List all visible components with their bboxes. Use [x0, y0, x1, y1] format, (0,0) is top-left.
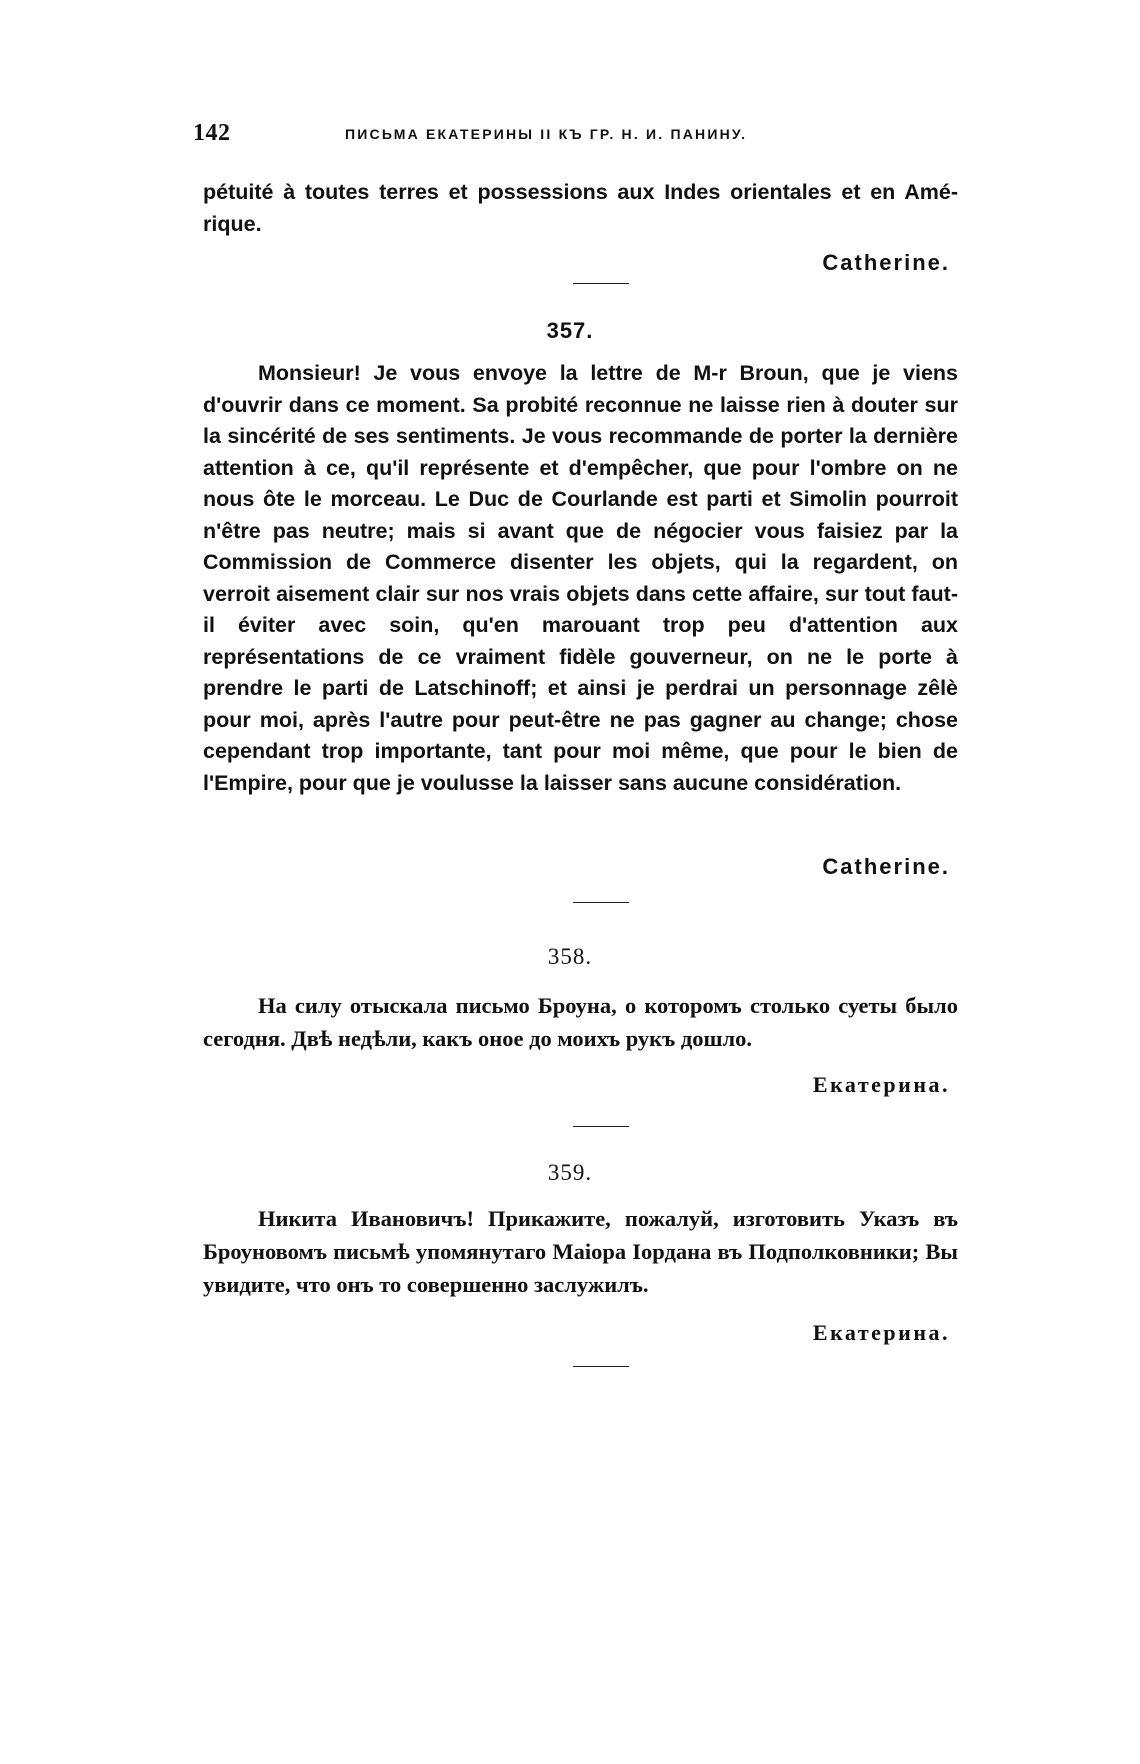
letter-358-signature: Екатерина.: [812, 1072, 950, 1097]
running-title: ПИСЬМА ЕКАТЕРИНЫ II КЪ ГР. Н. И. ПАНИНУ.: [345, 126, 748, 142]
letter-number-359: 359.: [547, 1160, 593, 1185]
page-header: [193, 120, 948, 154]
section-divider: [573, 902, 629, 903]
section-divider: [573, 1126, 629, 1127]
letter-357-signature: Catherine.: [822, 854, 950, 879]
page-number: 142: [193, 120, 231, 146]
letter-number-357: 357.: [546, 318, 594, 343]
section-divider: [573, 283, 629, 284]
letter-359-signature: Екатерина.: [812, 1320, 950, 1345]
letter-358-text: На силу отыскала письмо Броуна, о которомъ столько суеты было сегодня. Двѣ недѣли, какъ оное до моихъ рукъ дошло.: [203, 993, 958, 1051]
continuation-text: pétuité à toutes terres et possessions aux Indes orientales et en Amé-rique.: [203, 180, 958, 236]
letter-359-text: Никита Ивановичъ! Прикажите, пожалуй, изготовить Указъ въ Броуновомъ письмѣ упомянутаго Маіора Іордана въ Подполковники; Вы увидите, что онъ то совершенно заслужилъ.: [203, 1206, 958, 1297]
letter-357-text: Monsieur! Je vous envoye la lettre de M-r Broun, que je viens d'ouvrir dans ce moment. Sa probité reconnue ne laisse rien à douter sur la sincérité de ses sentiments. Je vous recommande de porter la dernière attention à ce, qu'il représente et d'empêcher, que pour l'ombre on ne nous ôte le morceau. Le Duc de Courlande est parti et Simolin pourroit n'être pas neutre; mais si avant que de négocier vous faisiez par la Commission de Commerce disenter les objets, qui la regardent, on verroit aisement clair sur nos vrais objets dans cette affaire, sur tout faut-il éviter avec soin, qu'en marouant trop peu d'attention aux représentations de ce vraiment fidèle gouverneur, on ne le porte à prendre le parti de Latschinoff; et ainsi je perdrai un personnage zêlè pour moi, après l'autre pour peut-être ne pas gagner au change; chose cependant trop importante, tant pour moi même, que pour le bien de l'Empire, pour que je voulusse la laisser sans aucune considération.: [203, 361, 958, 795]
letter-number-358: 358.: [547, 944, 593, 969]
section-divider: [573, 1366, 629, 1367]
continuation-signature: Catherine.: [822, 250, 950, 275]
